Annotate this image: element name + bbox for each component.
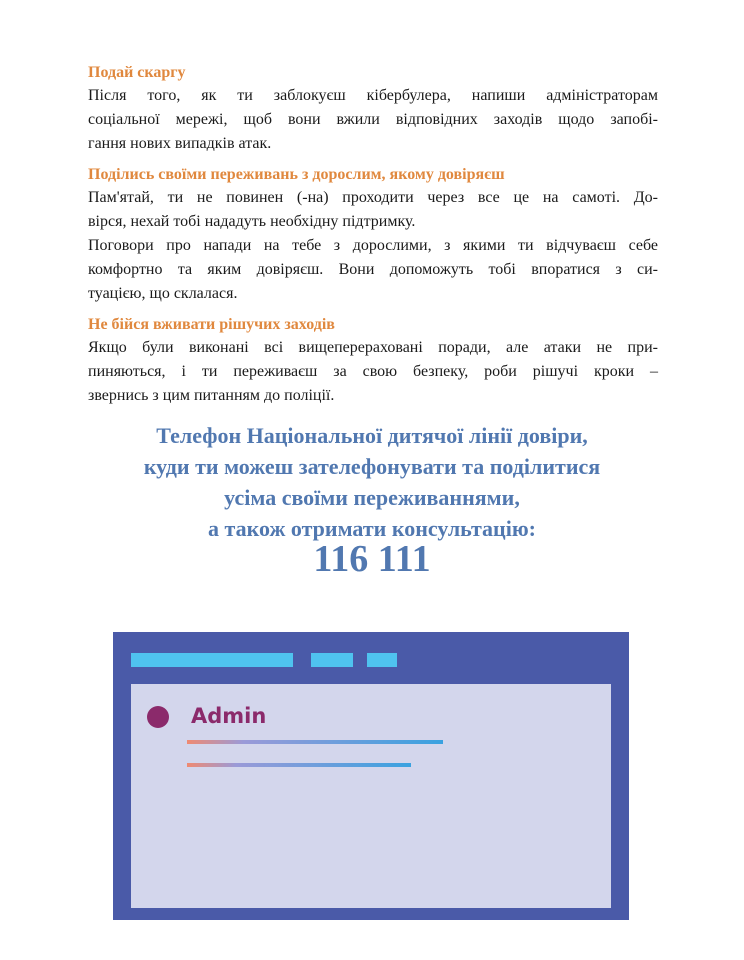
- text-line: Поговори про напади на тебе з дорослими, з якими ти відчуваєш себе: [88, 237, 658, 254]
- hotline-line: куди ти можеш зателефонувати та поділитися: [143, 454, 601, 479]
- text-line: туацією, що склалася.: [88, 285, 238, 302]
- article-body: [88, 62, 658, 416]
- text-line: комфортно та яким довіряєш. Вони допоможуть тобі впоратися з си-: [88, 261, 658, 278]
- browser-tab: [367, 653, 397, 667]
- text-placeholder-line: [187, 740, 443, 744]
- hotline-line: Телефон Національної дитячої лінії довіри,: [156, 423, 588, 448]
- section-text: [88, 336, 658, 408]
- section-heading: Не бійся вживати рішучих заходів: [88, 316, 335, 333]
- text-line: звернись з цим питанням до поліції.: [88, 387, 335, 404]
- browser-tab: [131, 653, 293, 667]
- text-line: вірся, нехай тобі нададуть необхідну підтримку.: [88, 213, 416, 230]
- browser-illustration: [113, 632, 629, 920]
- hotline-text: [0, 420, 744, 544]
- text-placeholder-line: [187, 763, 411, 767]
- section-heading: Подай скаргу: [88, 64, 186, 81]
- section-text: [88, 186, 658, 306]
- hotline-line: усіма своїми переживаннями,: [224, 485, 520, 510]
- text-line: соціальної мережі, щоб вони вжили відповідних заходів щодо запобі-: [88, 111, 658, 128]
- section-text: [88, 84, 658, 156]
- browser-window: [131, 684, 611, 908]
- hotline-line: а також отримати консультацію:: [208, 516, 536, 541]
- text-line: гання нових випадків атак.: [88, 135, 272, 152]
- text-line: Пам'ятай, ти не повинен (-на) проходити через все це на самоті. До-: [88, 189, 658, 206]
- text-line: Якщо були виконані всі вищеперераховані поради, але атаки не при-: [88, 339, 658, 356]
- text-line: пиняються, і ти переживаєш за свою безпеку, роби рішучі кроки –: [88, 363, 658, 380]
- section-complain: [88, 62, 658, 156]
- section-heading: Поділись своїми переживань з дорослим, якому довіряєш: [88, 166, 505, 183]
- section-decisive-steps: [88, 314, 658, 408]
- admin-label: Admin: [191, 704, 267, 728]
- text-line: Після того, як ти заблокуєш кібербулера, напиши адміністраторам: [88, 87, 658, 104]
- section-share-with-adult: [88, 164, 658, 306]
- browser-tab: [311, 653, 353, 667]
- hotline-phone-number: 116 111: [313, 538, 431, 580]
- avatar-icon: [147, 706, 169, 728]
